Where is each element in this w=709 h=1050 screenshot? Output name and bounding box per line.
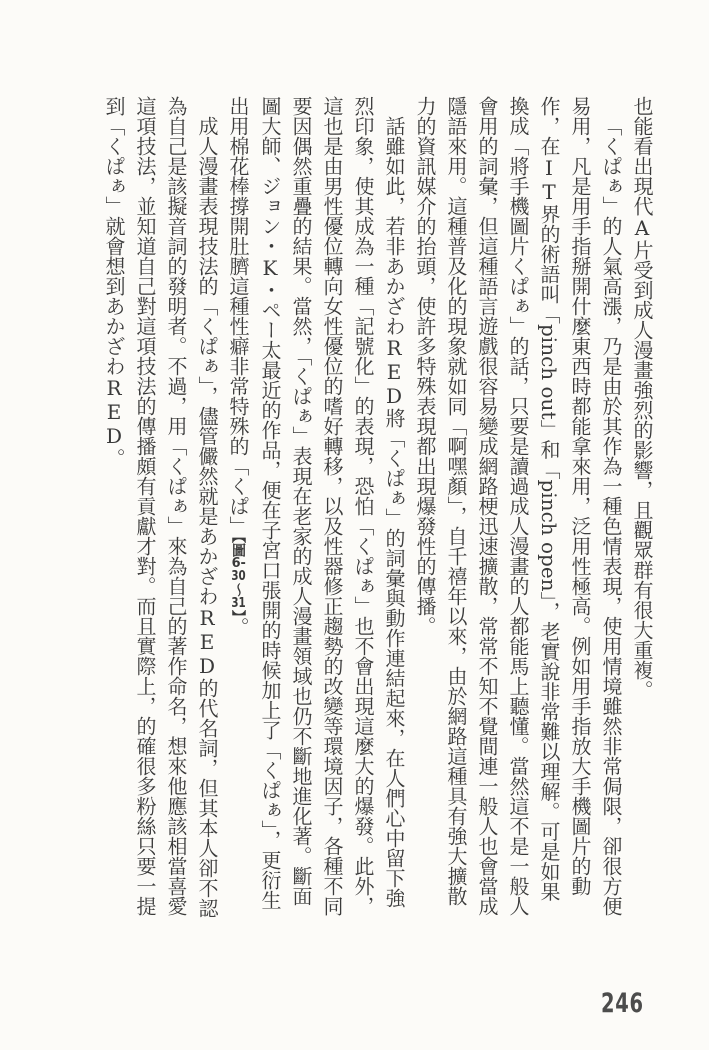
body-text	[98, 96, 657, 918]
page-number: 246	[601, 988, 644, 1019]
paragraph: 成人漫畫表現技法的「くぱぁ」，儘管儼然就是あかざわRED的代名詞，但其本人卻不認為自己是該擬音詞的發明者。不過，用「くぱぁ」來為自己的著作命名，想來他應該相當喜愛這項技法，並知道自己對這項技法的傳播頗有貢獻才對。而且實際上，的確很多粉絲只要一提到「くぱぁ」就會想到あかざわRED。	[102, 96, 219, 918]
paragraph: 「くぱぁ」的人氣高漲，乃是由於其作為一種色情表現，使用情境雖然非常侷限，卻很方便易用，凡是用手指掰開什麼東西時都能拿來用，泛用性極高。例如用手指放大手機圖片的動作，在IT界的術語叫「pinch out」和「pinch open」，老實說非常難以理解。可是如果換成「將手機圖片くぱぁ」的話，只要是讀過成人漫畫的人都能馬上聽懂。當然這不是一般人會用的詞彙，但這種語言遊戲很容易變成網路梗迅速擴散，常常不知不覺間連一般人也會當成隱語來用。這種普及化的現象就如同「啊嘿顏」，自千禧年以來，由於網路這種具有強大擴散力的資訊媒介的抬頭，使許多特殊表現都出現爆發性的傳播。	[413, 96, 623, 916]
paragraph: 話雖如此，若非あかざわRED將「くぱぁ」的詞彙與動作連結起來，在人們心中留下強烈印象，使其成為一種「記號化」的表現，恐怕「くぱぁ」也不會出現這麼大的爆發。此外，這也是由男性優位轉向女性優位的嗜好轉移，以及性器修正趨勢的改變等環境因子，各種不同要因偶然重疊的結果。當然，「くぱぁ」表現在老家的成人漫畫領域也仍不斷地進化著。斷面圖大師、ジョン・K・ペー太最近的作品，便在子宮口張開的時候加上了「くぱぁ」，更衍生出用棉花棒撐開肚臍這種性癖非常特殊的「くぱ」【圖6-30～31】。	[226, 96, 406, 916]
paragraph: 也能看出現代A片受到成人漫畫強烈的影響，且觀眾群有很大重複。	[630, 96, 654, 700]
